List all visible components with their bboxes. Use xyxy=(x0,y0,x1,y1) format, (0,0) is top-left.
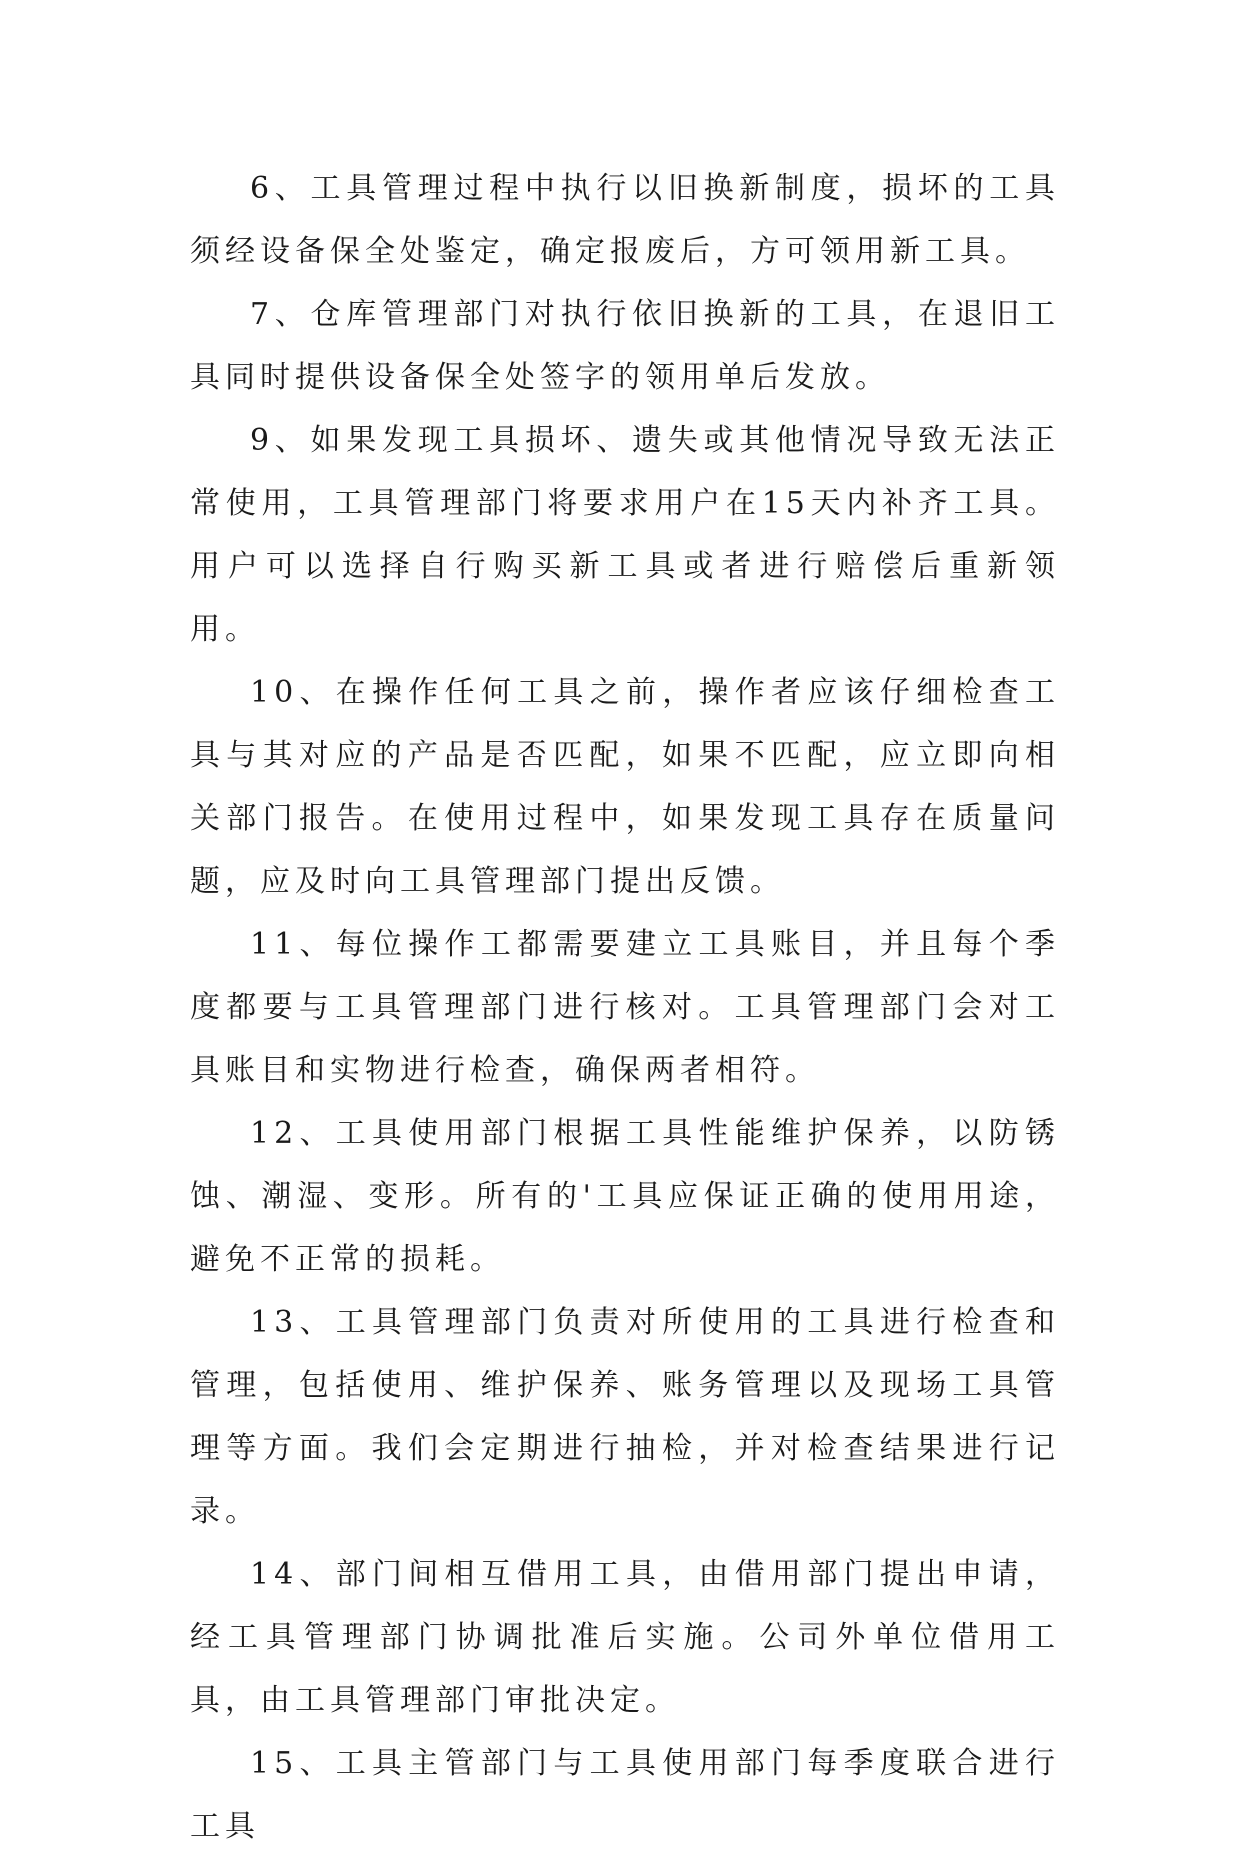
document-body xyxy=(190,157,1060,1858)
paragraph-item-12: 12、工具使用部门根据工具性能维护保养，以防锈蚀、潮湿、变形。所有的'工具应保证正确的使用用途，避免不正常的损耗。 xyxy=(190,1116,1060,1277)
paragraph-item-9: 9、如果发现工具损坏、遗失或其他情况导致无法正常使用，工具管理部门将要求用户在15天内补齐工具。用户可以选择自行购买新工具或者进行赔偿后重新领用。 xyxy=(190,423,1060,647)
paragraph-item-15: 15、工具主管部门与工具使用部门每季度联合进行工具 xyxy=(190,1746,1060,1844)
paragraph-item-7: 7、仓库管理部门对执行依旧换新的工具，在退旧工具同时提供设备保全处签字的领用单后发放。 xyxy=(190,297,1060,395)
paragraph-item-13: 13、工具管理部门负责对所使用的工具进行检查和管理，包括使用、维护保养、账务管理以及现场工具管理等方面。我们会定期进行抽检，并对检查结果进行记录。 xyxy=(190,1305,1060,1529)
paragraph-item-10: 10、在操作任何工具之前，操作者应该仔细检查工具与其对应的产品是否匹配，如果不匹配，应立即向相关部门报告。在使用过程中，如果发现工具存在质量问题，应及时向工具管理部门提出反馈。 xyxy=(190,675,1060,899)
paragraph-item-14: 14、部门间相互借用工具，由借用部门提出申请，经工具管理部门协调批准后实施。公司外单位借用工具，由工具管理部门审批决定。 xyxy=(190,1557,1060,1718)
paragraph-item-11: 11、每位操作工都需要建立工具账目，并且每个季度都要与工具管理部门进行核对。工具管理部门会对工具账目和实物进行检查，确保两者相符。 xyxy=(190,927,1060,1088)
paragraph-item-6: 6、工具管理过程中执行以旧换新制度，损坏的工具须经设备保全处鉴定，确定报废后，方可领用新工具。 xyxy=(190,171,1060,269)
